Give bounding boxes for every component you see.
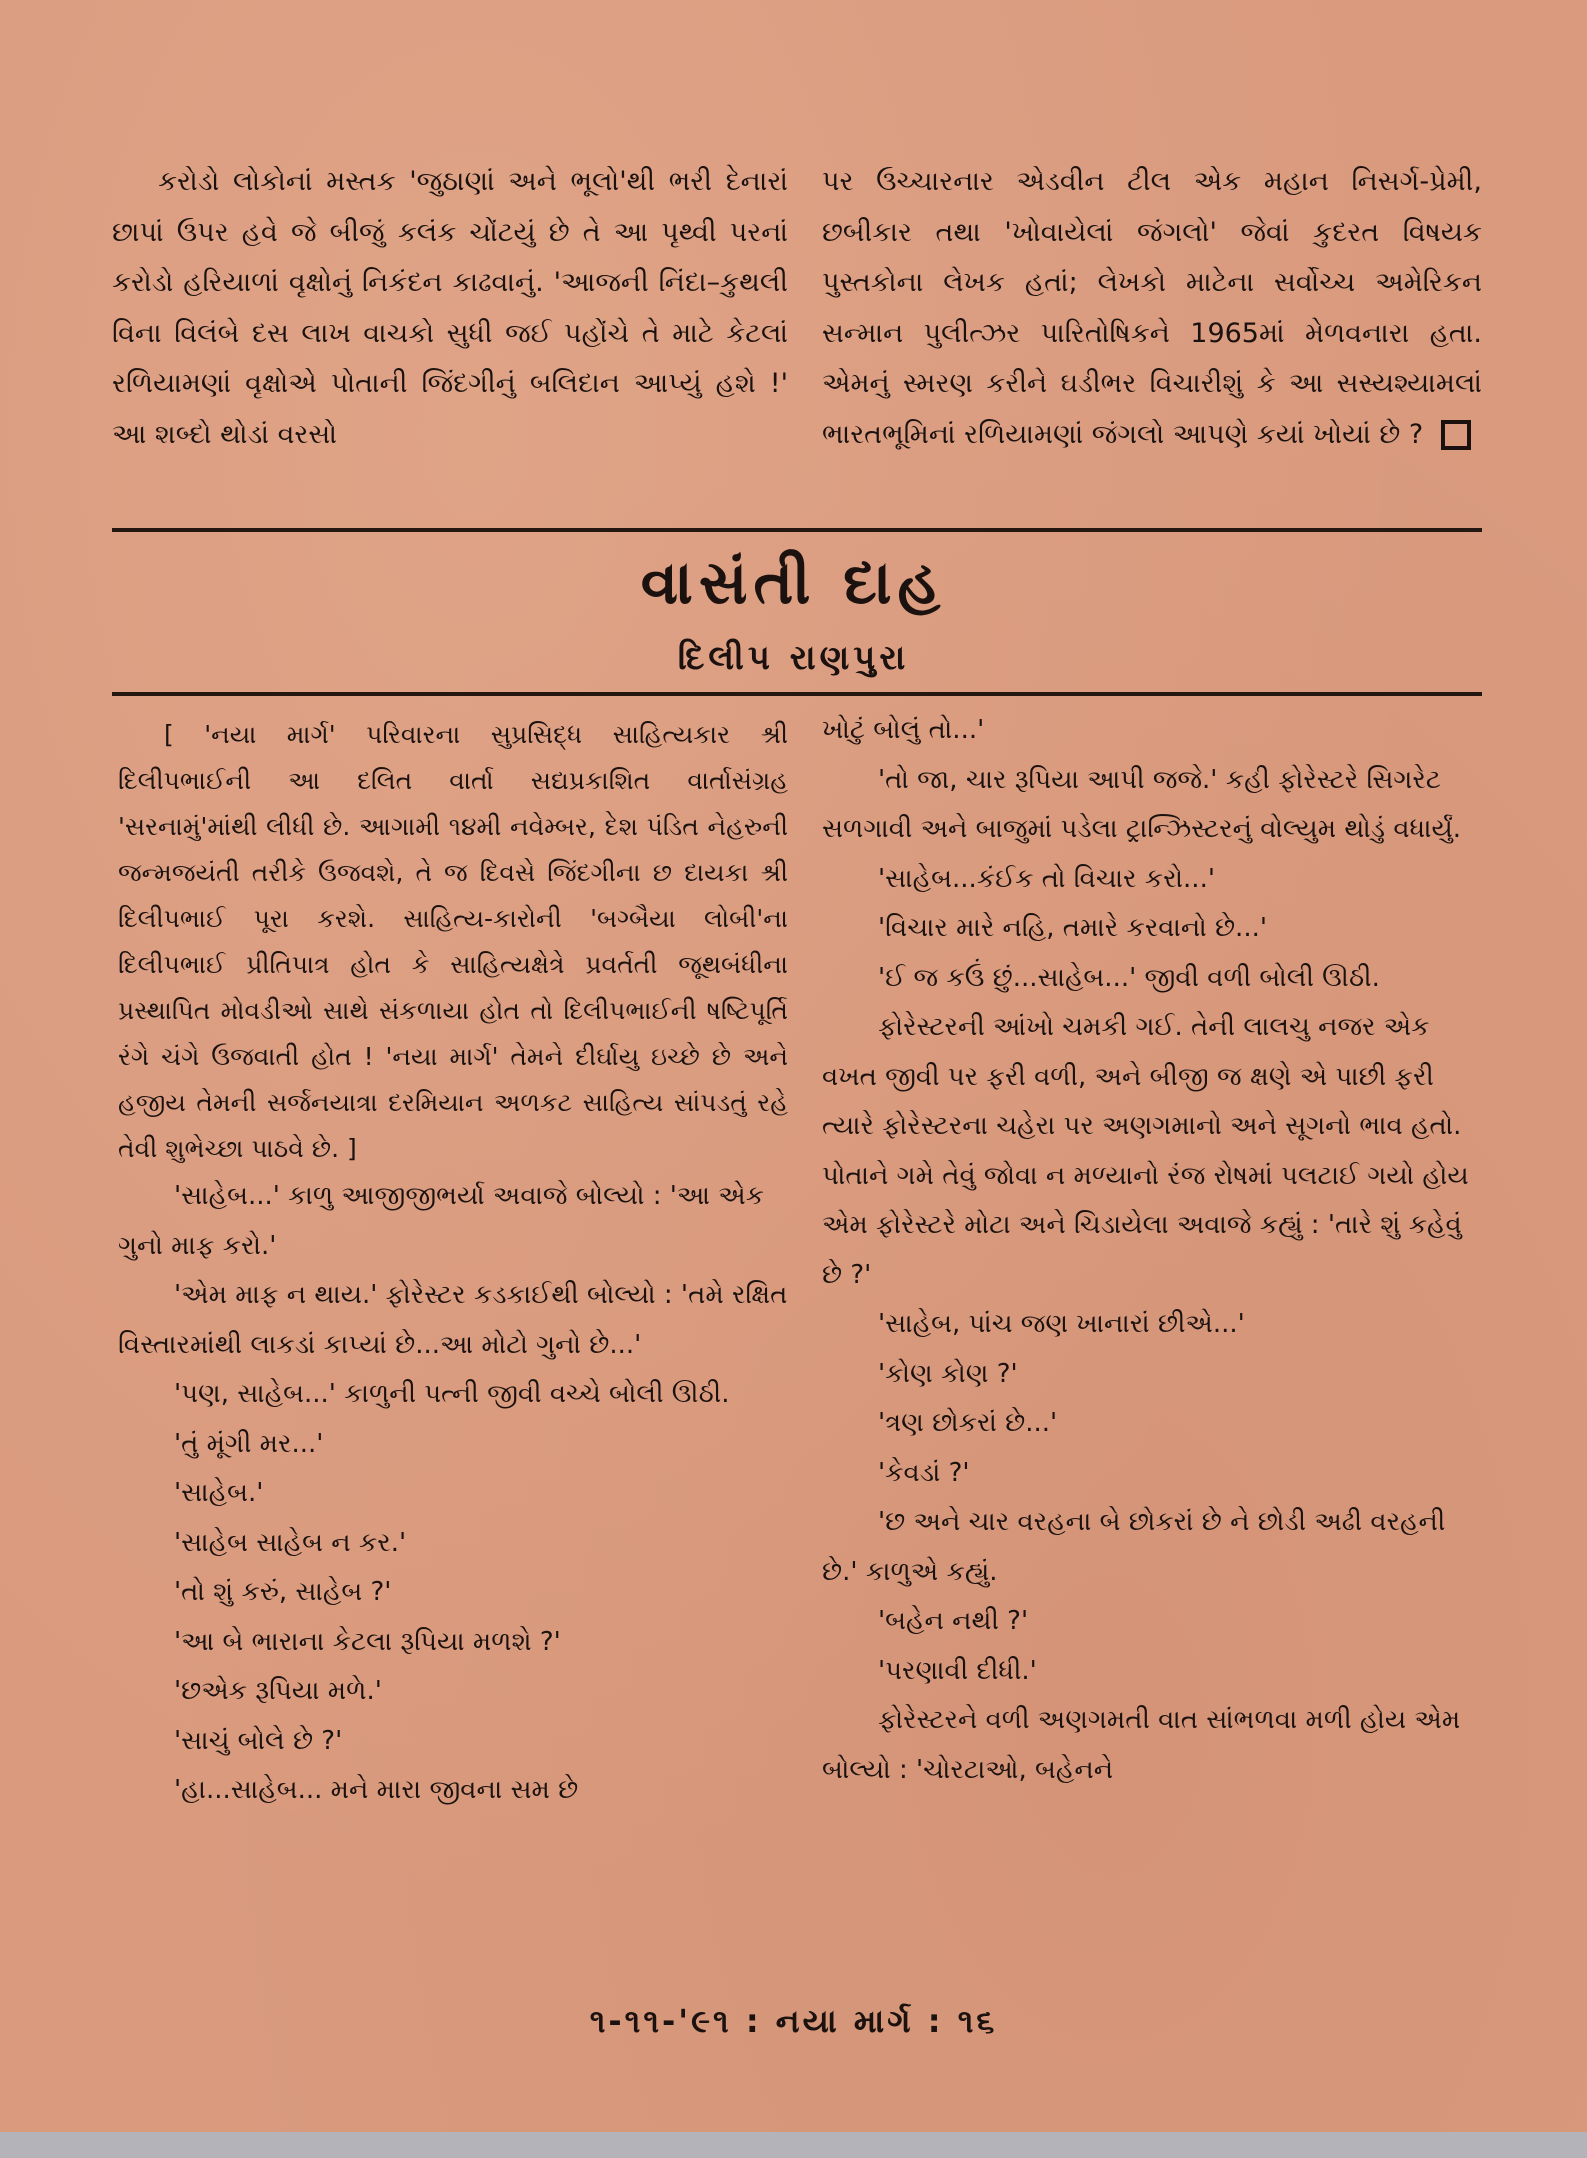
story-line: 'સાહેબ, પાંચ જણ ખાનારાં છીએ...' [878, 1309, 1245, 1339]
story-line: 'કોણ કોણ ?' [878, 1358, 1018, 1389]
story-line: 'સાચું બોલે છે ?' [174, 1725, 343, 1756]
top-article-left-column [112, 157, 788, 460]
story-line: 'કેવડાં ?' [878, 1457, 970, 1488]
story-line: 'તો જા, ચાર રૂપિયા આપી જજે.' કહી ફોરેસ્ટરે સિગરેટ સળગાવી અને બાજુમાં પડેલા ટ્રાન્ઝિસ્ટરનું વોલ્યુમ થોડું વધાર્યું. [822, 764, 1462, 844]
story-line: 'હા...સાહેબ... મને મારા જીવના સમ છે [174, 1775, 579, 1805]
story-line: 'તું મૂંગી મર...' [174, 1428, 324, 1459]
story-line: 'વિચાર મારે નહિ, તમારે કરવાનો છે...' [878, 913, 1268, 943]
story-line: 'છ અને ચાર વરહના બે છોકરાં છે ને છોડી અઢી વરહની છે.' કાળુએ કહ્યું. [822, 1507, 1446, 1587]
top-article-right-column [822, 157, 1482, 460]
story-author: દિલીપ રાણપુરા [677, 638, 910, 678]
story-line: 'ત્રણ છોકરાં છે...' [878, 1408, 1058, 1438]
story-line: 'એમ માફ ન થાય.' ફોરેસ્ટર કડકાઈથી બોલ્યો : 'તમે રક્ષિત વિસ્તારમાંથી લાકડાં કાપ્યાં છે...આ મોટો ગુનો છે...' [118, 1280, 788, 1360]
story-title: વાસંતી દાહ [640, 548, 947, 618]
story-right-column [822, 706, 1482, 1795]
top-article-right-paragraph [822, 157, 1482, 460]
story-line: 'સાહેબ...કંઈક તો વિચાર કરો...' [878, 863, 1215, 894]
story-line: 'પરણાવી દીધી.' [878, 1655, 1037, 1686]
story-line: 'સાહેબ સાહેબ ન કર.' [174, 1527, 407, 1558]
story-line: ફોરેસ્ટરની આંખો ચમકી ગઈ. તેની લાલચુ નજર એક વખત જીવી પર ફરી વળી, અને બીજી જ ક્ષણે એ પાછી ફરી ત્યારે ફોરેસ્ટરના ચહેરા પર અણગમાનો અને સૂગનો ભાવ હતો. પોતાને ગમે તેવું જોવા ન મળ્યાનો રંજ રોષમાં પલટાઈ ગયો હોય એમ ફોરેસ્ટરે મોટા અને ચિડાયેલા અવાજે કહ્યું : 'તારે શું કહેવું છે ?' [822, 1012, 1469, 1290]
section-divider-bottom [112, 692, 1482, 696]
story-line: ફોરેસ્ટરને વળી અણગમતી વાત સાંભળવા મળી હોય એમ બોલ્યો : 'ચોરટાઓ, બહેનને [822, 1705, 1461, 1785]
scan-margin-strip [0, 2132, 1587, 2158]
story-line: 'છએક રૂપિયા મળે.' [174, 1676, 382, 1706]
story-line: 'સાહેબ.' [174, 1478, 264, 1508]
section-divider-top [112, 528, 1482, 532]
story-left-column [118, 712, 788, 1816]
story-line: ખોટું બોલું તો...' [822, 715, 985, 745]
story-line: 'બહેન નથી ?' [878, 1606, 1029, 1636]
editor-note: [ 'નયા માર્ગ' પરિવારના સુપ્રસિદ્ધ સાહિત્યકાર શ્રી દિલીપભાઈની આ દલિત વાર્તા સદ્યપ્રકાશિત વાર્તાસંગ્રહ 'સરનામું'માંથી લીધી છે. આગામી ૧૪મી નવેમ્બર, દેશ પંડિત નેહરુની જન્મજયંતી તરીકે ઉજવશે, તે જ દિવસે જિંદગીના છ દાયકા શ્રી દિલીપભાઈ પૂરા કરશે. સાહિત્ય-કારોની 'બગ્બૈયા લોબી'ના દિલીપભાઈ પ્રીતિપાત્ર હોત કે સાહિત્યક્ષેત્રે પ્રવર્તતી જૂથબંધીના પ્રસ્થાપિત મોવડીઓ સાથે સંકળાયા હોત તો દિલીપભાઈની ષષ્ટિપૂર્તિ રંગે ચંગે ઉજવાતી હોત ! 'નયા માર્ગ' તેમને દીર્ઘાયુ ઇચ્છે છે અને હજીય તેમની સર્જનયાત્રા દરમિયાન અળકટ સાહિત્ય સાંપડતું રહે તેવી શુભેચ્છા પાઠવે છે. ] [118, 720, 788, 1163]
top-article-right-text: પર ઉચ્ચારનાર એડવીન ટીલ એક મહાન નિસર્ગ-પ્રેમી, છબીકાર તથા 'ખોવાયેલાં જંગલો' જેવાં કુદરત વિષયક પુસ્તકોના લેખક હતાં; લેખકો માટેના સર્વોચ્ચ અમેરિકન સન્માન પુલીત્ઝર પારિતોષિકને 1965માં મેળવનારા હતા. એમનું સ્મરણ કરીને ઘડીભર વિચારીશું કે આ સસ્યશ્યામલાં ભારતભૂમિનાં રળિયામણાં જંગલો આપણે કયાં ખોયાં છે ? [822, 166, 1482, 450]
story-line: 'સાહેબ...' કાળુ આજીજીભર્યા અવાજે બોલ્યો : 'આ એક ગુનો માફ કરો.' [118, 1181, 765, 1261]
page-footer: ૧-૧૧-'૯૧ : નયા માર્ગ : ૧૬ [589, 2002, 998, 2040]
story-line: 'પણ, સાહેબ...' કાળુની પત્ની જીવી વચ્ચે બોલી ઊઠી. [174, 1379, 730, 1409]
top-article-left-paragraph: કરોડો લોકોનાં મસ્તક 'જુઠાણાં અને ભૂલો'થી ભરી દેનારાં છાપાં ઉપર હવે જે બીજું કલંક ચોંટયું છે તે આ પૃથ્વી પરનાં કરોડો હરિયાળાં વૃક્ષોનું નિકંદન કાઢવાનું. 'આજની નિંદા–કુથલી વિના વિલંબે દસ લાખ વાચકો સુધી જઈ પહોંચે તે માટે કેટલાં રળિયામણાં વૃક્ષોએ પોતાની જિંદગીનું બલિદાન આપ્યું હશે !' આ શબ્દો થોડાં વરસો [112, 166, 788, 450]
story-line: 'ઈ જ કઉં છું...સાહેબ...' જીવી વળી બોલી ઊઠી. [878, 962, 1380, 993]
story-line: 'આ બે ભારાના કેટલા રૂપિયા મળશે ?' [174, 1626, 561, 1657]
end-mark-icon [1441, 420, 1471, 450]
story-line: 'તો શું કરું, સાહેબ ?' [174, 1577, 392, 1607]
